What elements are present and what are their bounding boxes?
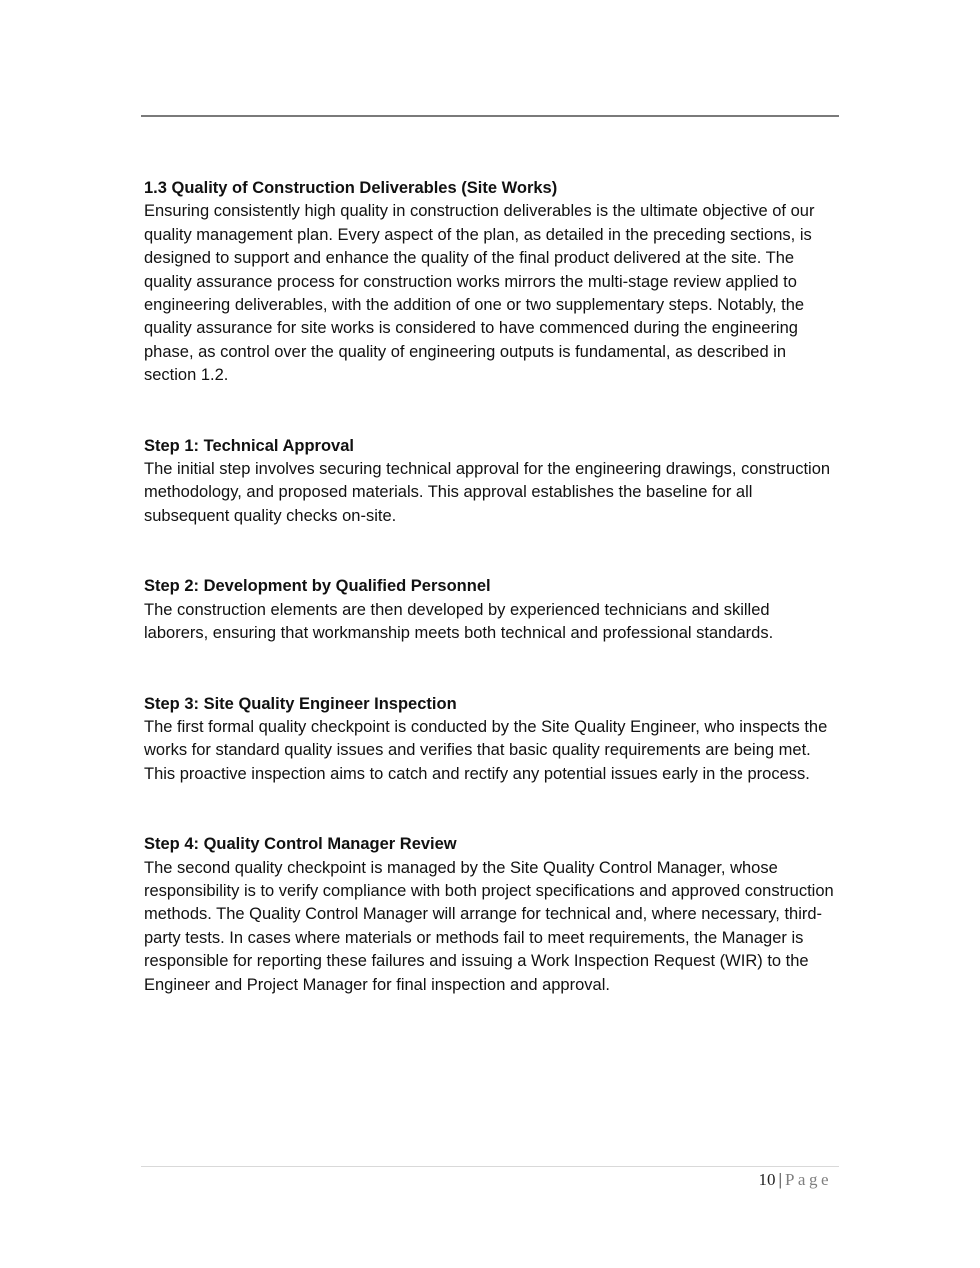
section-step-2 [144,575,838,645]
footer-rule [141,1166,839,1167]
section-heading: Step 1: Technical Approval [144,436,354,455]
page-label: Page [784,1170,832,1189]
header-rule [141,115,839,117]
page-footer [759,1170,832,1190]
section-paragraph: Ensuring consistently high quality in construction deliverables is the ultimate objective of our quality management plan. Every aspect of the plan, as detailed in the preceding sections, is designed to support and enhance the quality of the final product delivered at the site. The quality assurance process for construction works mirrors the multi-stage review applied to engineering deliverables, with the addition of one or two supplementary steps. Notably, the quality assurance for site works is considered to have commenced during the engineering phase, as control over the quality of engineering outputs is fundamental, as described in section 1.2. [144,202,815,385]
section-step-1 [144,435,838,529]
section-step-4 [144,833,838,997]
section-step-3 [144,693,838,787]
section-paragraph: The initial step involves securing technical approval for the engineering drawings, construction methodology, and proposed materials. This approval establishes the baseline for all subsequent quality checks on-site. [144,460,831,525]
section-quality-construction [144,177,838,388]
section-heading: 1.3 Quality of Construction Deliverables (Site Works) [144,179,558,197]
section-paragraph: The first formal quality checkpoint is conducted by the Site Quality Engineer, who inspects the works for standard quality issues and verifies that basic quality requirements are being met. This proactive inspection aims to catch and rectify any potential issues early in the process. [144,717,828,783]
section-paragraph: The second quality checkpoint is managed by the Site Quality Control Manager, whose responsibility is to verify compliance with both project specifications and approved construction methods. The Quality Control Manager will arrange for technical and, where necessary, third-party tests. In cases where materials or methods fail to meet requirements, the Manager is responsible for reporting these failures and issuing a Work Inspection Request (WIR) to the Engineer and Project Manager for final inspection and approval. [144,858,834,994]
section-paragraph: The construction elements are then developed by experienced technicians and skilled laborers, ensuring that workmanship meets both technical and professional standards. [144,600,774,643]
section-heading: Step 3: Site Quality Engineer Inspection [144,694,457,713]
document-body [144,177,838,997]
page-number: 10 [758,1170,776,1189]
section-heading: Step 4: Quality Control Manager Review [144,835,457,854]
section-heading: Step 2: Development by Qualified Personnel [144,577,491,596]
page-separator: | [778,1170,782,1189]
